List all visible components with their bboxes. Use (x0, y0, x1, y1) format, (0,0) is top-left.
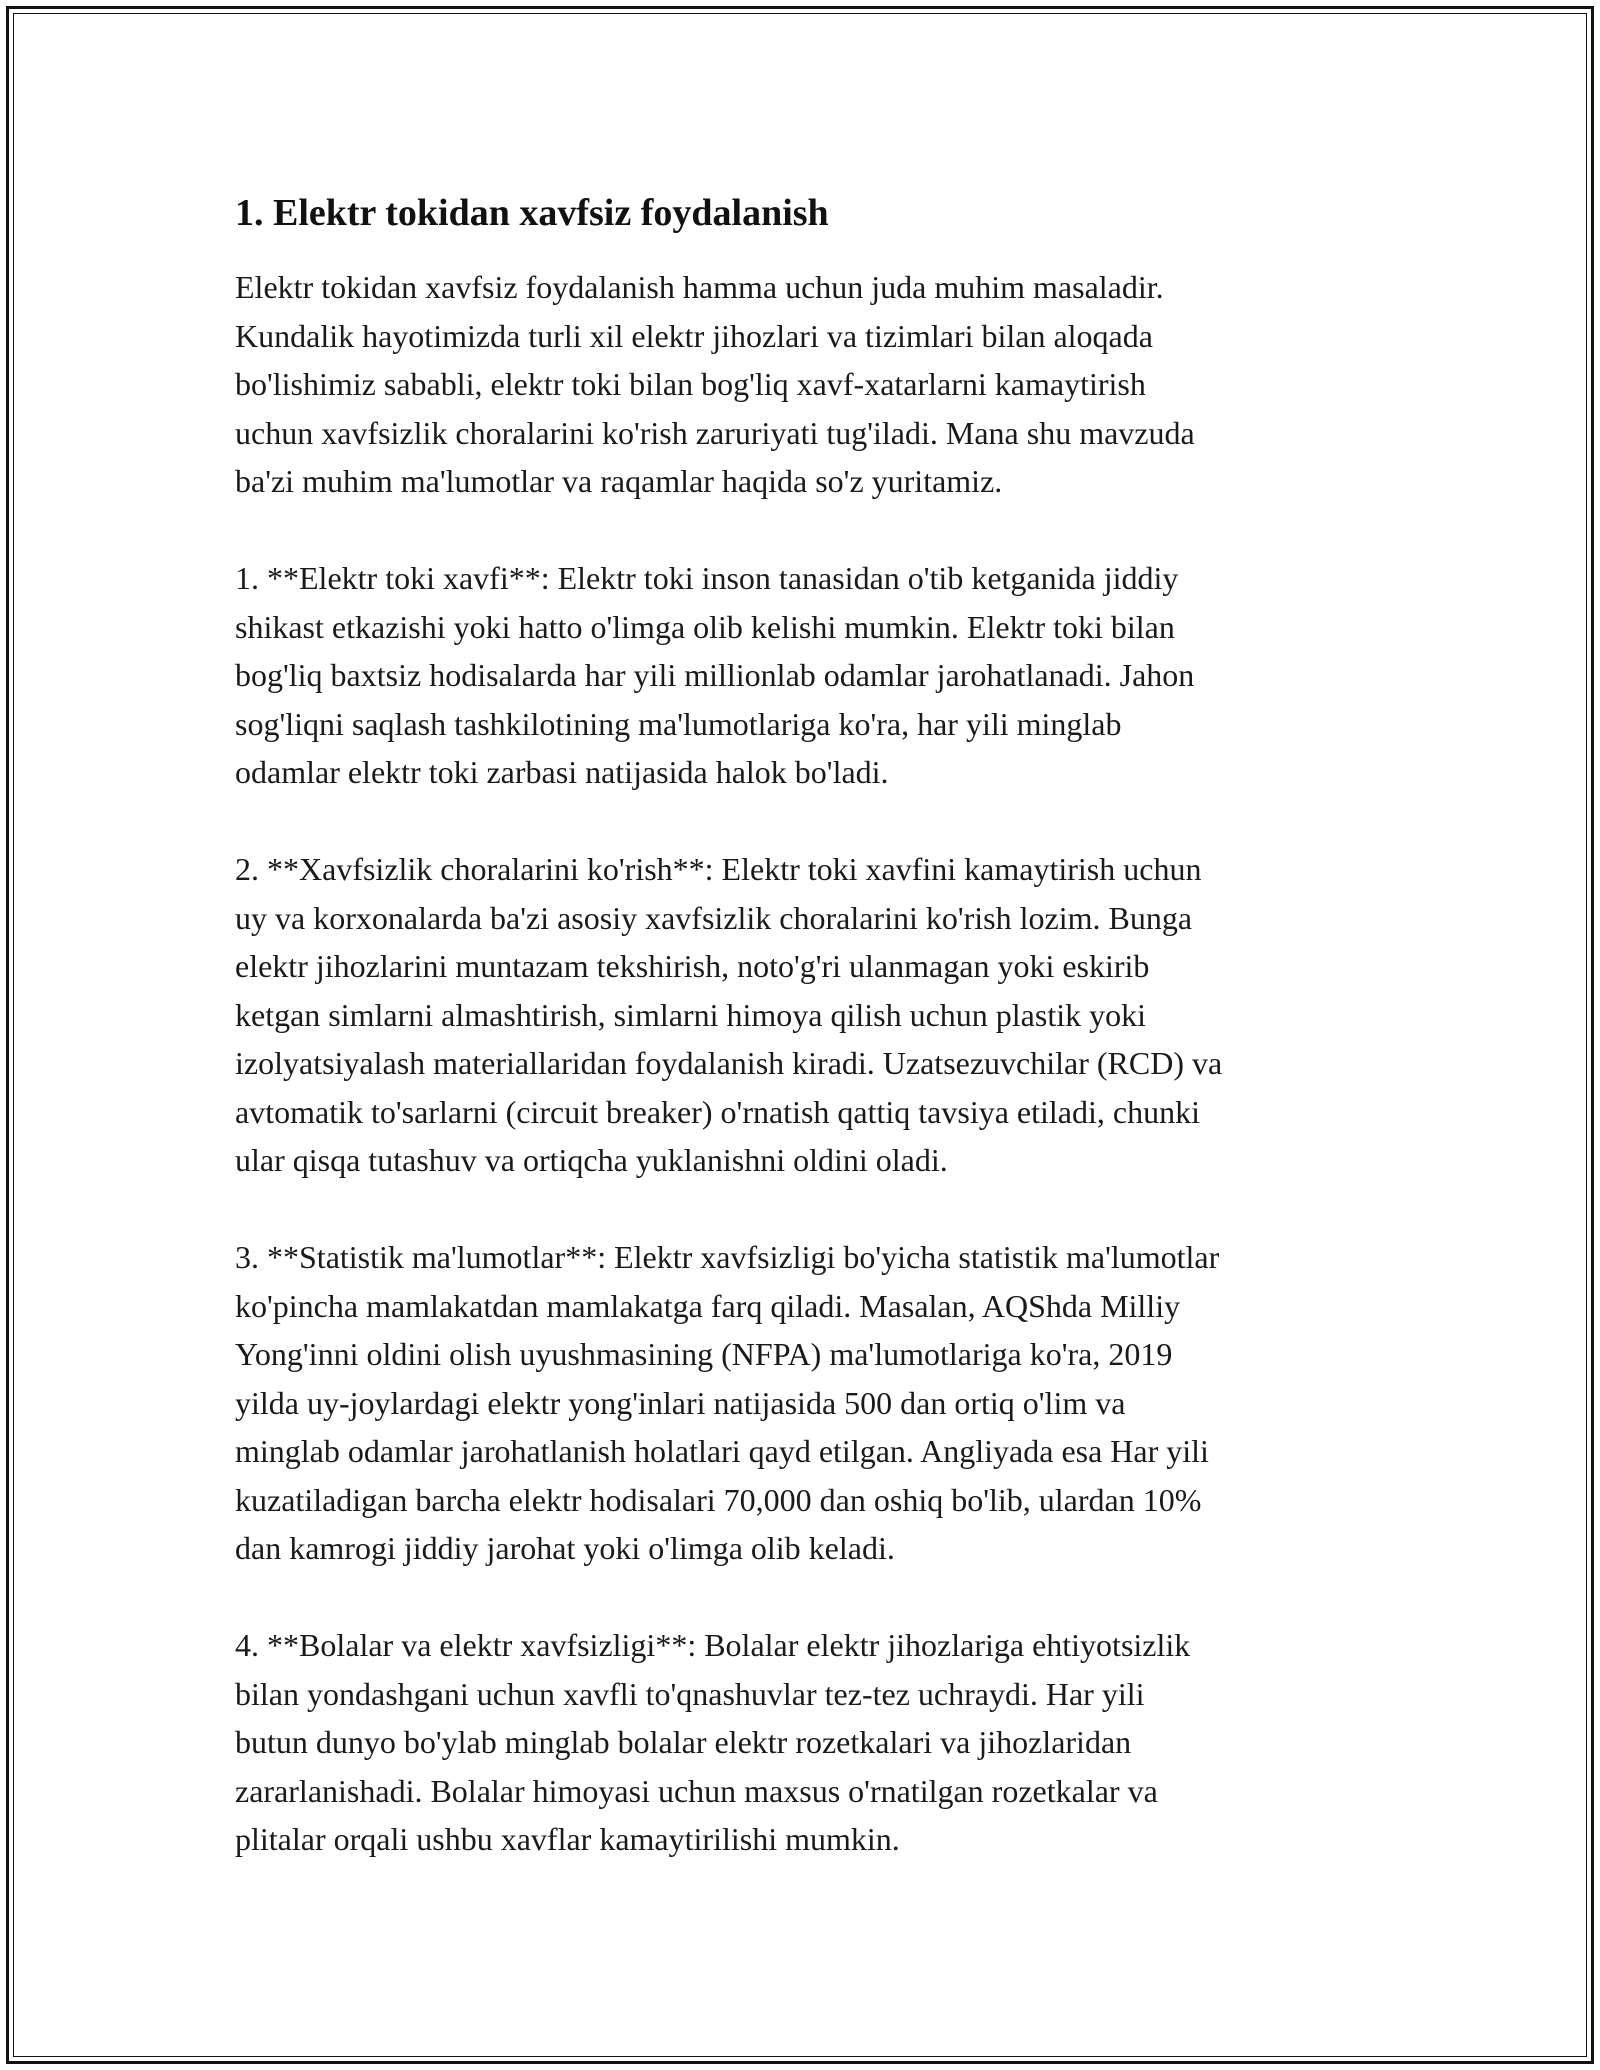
text-line: 2. **Xavfsizlik choralarini ko'rish**: Elektr toki xavfini kamaytirish uchun (235, 851, 1202, 887)
text-line: minglab odamlar jarohatlanish holatlari qayd etilgan. Angliyada esa Har yili (235, 1433, 1209, 1469)
text-line: Yong'inni oldini olish uyushmasining (NFPA) ma'lumotlariga ko'ra, 2019 (235, 1336, 1173, 1372)
text-line: bo'lishimiz sababli, elektr toki bilan bog'liq xavf-xatarlarni kamaytirish (235, 366, 1146, 402)
text-line: 3. **Statistik ma'lumotlar**: Elektr xavfsizligi bo'yicha statistik ma'lumotlar (235, 1239, 1220, 1275)
document-heading: 1. Elektr tokidan xavfsiz foydalanish (235, 192, 829, 234)
text-line: dan kamrogi jiddiy jarohat yoki o'limga olib keladi. (235, 1530, 895, 1566)
text-line: uchun xavfsizlik choralarini ko'rish zaruriyati tug'iladi. Mana shu mavzuda (235, 414, 1195, 451)
text-line: 4. **Bolalar va elektr xavfsizligi**: Bolalar elektr jihozlariga ehtiyotsizlik (235, 1627, 1191, 1663)
text-line: bilan yondashgani uchun xavfli to'qnashuvlar tez-tez uchraydi. Har yili (235, 1675, 1145, 1712)
intro-paragraph (235, 263, 1385, 506)
text-line: izolyatsiyalash materiallaridan foydalanish kiradi. Uzatsezuvchilar (RCD) va (235, 1045, 1223, 1081)
section-electric-hazard (235, 554, 1385, 797)
text-line: bog'liq baxtsiz hodisalarda har yili millionlab odamlar jarohatlanadi. Jahon (235, 657, 1195, 693)
text-line: avtomatik to'sarlarni (circuit breaker) o'rnatish qattiq tavsiya etiladi, chunki (235, 1093, 1200, 1130)
text-line: yilda uy-joylardagi elektr yong'inlari natijasida 500 dan ortiq o'lim va (235, 1384, 1126, 1421)
text-line: 1. **Elektr toki xavfi**: Elektr toki inson tanasidan o'tib ketganida jiddiy (235, 560, 1179, 596)
text-line: Kundalik hayotimizda turli xil elektr jihozlari va tizimlari bilan aloqada (235, 317, 1153, 354)
section-children-safety (235, 1621, 1385, 1864)
text-line: ular qisqa tutashuv va ortiqcha yuklanishni oldini oladi. (235, 1142, 948, 1178)
text-line: butun dunyo bo'ylab minglab bolalar elektr rozetkalari va jihozlaridan (235, 1724, 1132, 1760)
text-line: ko'pincha mamlakatdan mamlakatga farq qiladi. Masalan, AQShda Milliy (235, 1287, 1181, 1324)
text-line: elektr jihozlarini muntazam tekshirish, noto'g'ri ulanmagan yoki eskirib (235, 948, 1150, 984)
text-line: sog'liqni saqlash tashkilotining ma'lumotlariga ko'ra, har yili minglab (235, 705, 1122, 742)
text-line: plitalar orqali ushbu xavflar kamaytirilishi mumkin. (235, 1821, 900, 1857)
text-line: ketgan simlarni almashtirish, simlarni himoya qilish uchun plastik yoki (235, 996, 1146, 1033)
section-statistics (235, 1233, 1385, 1573)
text-line: shikast etkazishi yoki hatto o'limga olib kelishi mumkin. Elektr toki bilan (235, 608, 1175, 645)
text-line: zararlanishadi. Bolalar himoyasi uchun maxsus o'rnatilgan rozetkalar va (235, 1772, 1158, 1809)
document-body (235, 185, 1385, 1912)
text-line: Elektr tokidan xavfsiz foydalanish hamma uchun juda muhim masaladir. (235, 269, 1164, 305)
text-line: ba'zi muhim ma'lumotlar va raqamlar haqida so'z yuritamiz. (235, 463, 1003, 499)
text-line: kuzatiladigan barcha elektr hodisalari 70,000 dan oshiq bo'lib, ulardan 10% (235, 1481, 1202, 1518)
text-line: odamlar elektr toki zarbasi natijasida halok bo'ladi. (235, 754, 889, 790)
text-line: uy va korxonalarda ba'zi asosiy xavfsizlik choralarini ko'rish lozim. Bunga (235, 899, 1193, 936)
section-safety-measures (235, 845, 1385, 1185)
